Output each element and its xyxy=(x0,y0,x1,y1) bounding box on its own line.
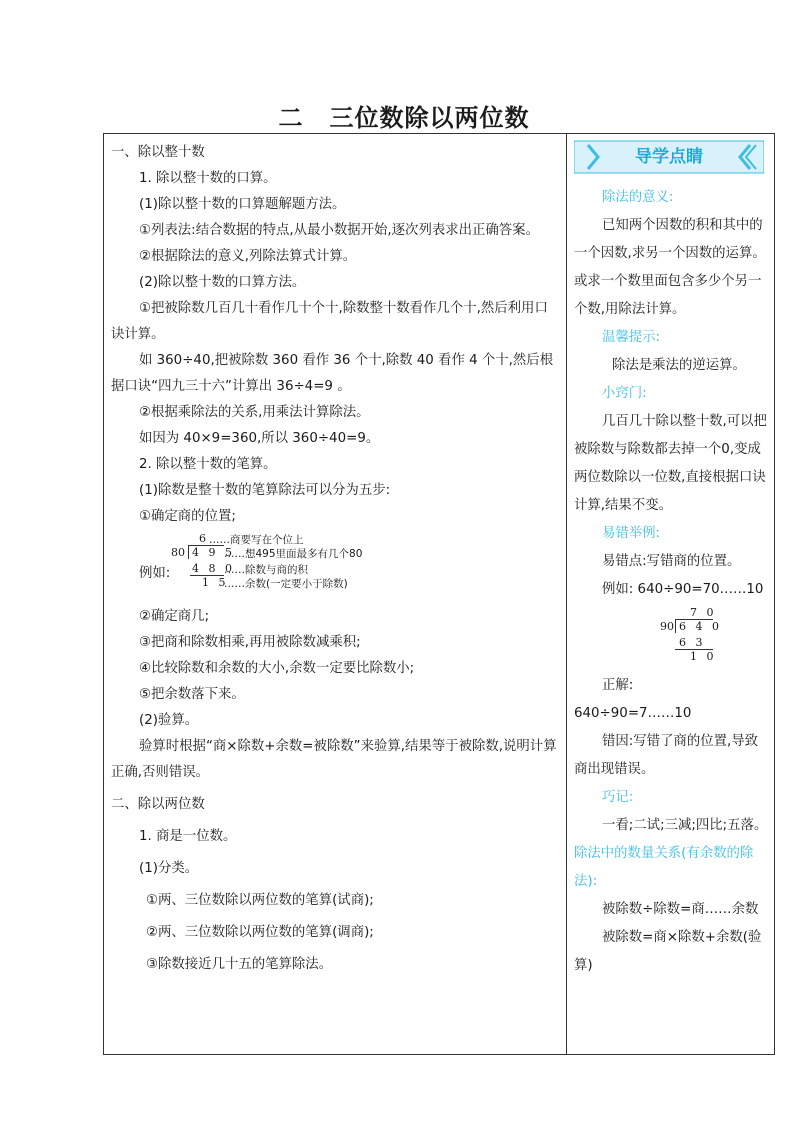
method-division: ②根据除法的意义,列除法算式计算。 xyxy=(139,249,357,264)
check-heading: (2)验算。 xyxy=(139,713,199,728)
wrong-quotient: 7 0 xyxy=(690,606,717,619)
wrong-product: 6 3 xyxy=(679,636,706,649)
div-bracket xyxy=(188,546,189,559)
trick-title: 小窍门: xyxy=(602,386,647,401)
correct-text: 640÷90=7……10 xyxy=(574,706,692,721)
wrong-remainder: 1 0 xyxy=(690,650,717,663)
category-2: ②两、三位数除以两位数的笔算(调商); xyxy=(146,925,374,940)
section2-heading: 二、除以两位数 xyxy=(111,797,205,812)
s1-item1: 1. 除以整十数的口算。 xyxy=(139,171,277,186)
note-remainder: ……余数(一定要小于除数) xyxy=(224,578,348,590)
error-reason: 错因:写错了商的位置,导致商出现错误。 xyxy=(574,734,759,777)
note-quotient: ……商要写在个位上 xyxy=(209,534,304,546)
method-multiplication: ②根据乘除法的关系,用乘法计算除法。 xyxy=(139,405,370,420)
relation-1: 被除数÷除数=商……余数 xyxy=(602,902,759,917)
method-tens: ①把被除数几百几十看作几十个十,除数整十数看作几个十,然后利用口诀计算。 xyxy=(111,301,548,342)
tip-title: 温馨提示: xyxy=(602,330,661,345)
tip-text: 除法是乘法的逆运算。 xyxy=(612,358,746,373)
div-quotient: 6 xyxy=(199,532,209,545)
long-division-example xyxy=(111,530,559,592)
wrong-dividend: 6 4 0 xyxy=(679,620,722,633)
column-divider xyxy=(566,133,567,1055)
s1-item2-1: (1)除数是整十数的笔算除法可以分为五步: xyxy=(139,483,391,498)
guide-banner xyxy=(574,140,770,174)
step3: ③把商和除数相乘,再用被除数减乘积; xyxy=(139,635,361,650)
category-3: ③除数接近几十五的笔算除法。 xyxy=(146,957,333,972)
wrong-division xyxy=(574,604,770,672)
chapter-number: 二 xyxy=(278,104,304,132)
side-column xyxy=(574,140,770,980)
method-list: ①列表法:结合数据的特点,从最小数据开始,逐次列表求出正确答案。 xyxy=(139,223,539,238)
memo-text: 一看;二试;三减;四比;五落。 xyxy=(602,818,768,833)
error-title: 易错举例: xyxy=(602,526,661,541)
s2-item1: 1. 商是一位数。 xyxy=(139,829,237,844)
category-1: ①两、三位数除以两位数的笔算(试商); xyxy=(146,893,374,908)
s1-item1-1: (1)除以整十数的口算题解题方法。 xyxy=(139,197,346,212)
step4: ④比较除数和余数的大小,余数一定要比除数小; xyxy=(139,661,415,676)
example-label: 例如: xyxy=(139,566,171,581)
trick-text: 几百几十除以整十数,可以把被除数与除数都去掉一个0,变成两位数除以一位数,直接根据口诀计算,结果不变。 xyxy=(574,414,767,513)
error-example: 例如: 640÷90=70……10 xyxy=(602,582,764,597)
error-point: 易错点:写错商的位置。 xyxy=(602,554,741,569)
relation-title: 除法中的数量关系(有余数的除法): xyxy=(574,846,754,889)
div-product: 4 8 0 xyxy=(192,562,235,575)
relation-2: 被除数=商×除数+余数(验算) xyxy=(574,930,762,973)
check-text: 验算时根据“商×除数+余数=被除数”来验算,结果等于被除数,说明计算正确,否则错误。 xyxy=(111,739,557,780)
banner-title: 导学点睛 xyxy=(635,147,703,167)
div-dividend: 4 9 5 xyxy=(192,546,235,559)
step5: ⑤把余数落下来。 xyxy=(139,687,245,702)
page-title xyxy=(0,98,808,133)
step1: ①确定商的位置; xyxy=(139,509,236,524)
meaning-title: 除法的意义: xyxy=(602,190,674,205)
div-remainder: 1 5 xyxy=(202,576,229,589)
example-40x9: 如因为 40×9=360,所以 360÷40=9。 xyxy=(139,431,380,446)
note-dividend: ……想495里面最多有几个80 xyxy=(224,548,363,560)
s1-item2: 2. 除以整十数的笔算。 xyxy=(139,457,277,472)
chapter-name: 三位数除以两位数 xyxy=(329,104,530,132)
step2: ②确定商几; xyxy=(139,609,210,624)
note-product: ……除数与商的积 xyxy=(224,564,308,576)
main-column xyxy=(111,140,559,978)
wrong-divisor: 90 xyxy=(660,620,674,633)
div-divisor: 80 xyxy=(171,546,185,559)
wrong-bracket xyxy=(675,620,676,633)
s1-item1-2: (2)除以整十数的口算方法。 xyxy=(139,275,306,290)
meaning-text: 已知两个因数的积和其中的一个因数,求另一个因数的运算。或求一个数里面包含多少个另一个数,用除法计算。 xyxy=(574,218,766,317)
example-360: 如 360÷40,把被除数 360 看作 36 个十,除数 40 看作 4 个十,然后根据口诀“四九三十六”计算出 36÷4=9 。 xyxy=(111,353,554,394)
s2-item1-1: (1)分类。 xyxy=(139,861,199,876)
memo-title: 巧记: xyxy=(602,790,634,805)
section1-heading: 一、除以整十数 xyxy=(111,145,205,160)
correct-title: 正解: xyxy=(602,678,634,693)
